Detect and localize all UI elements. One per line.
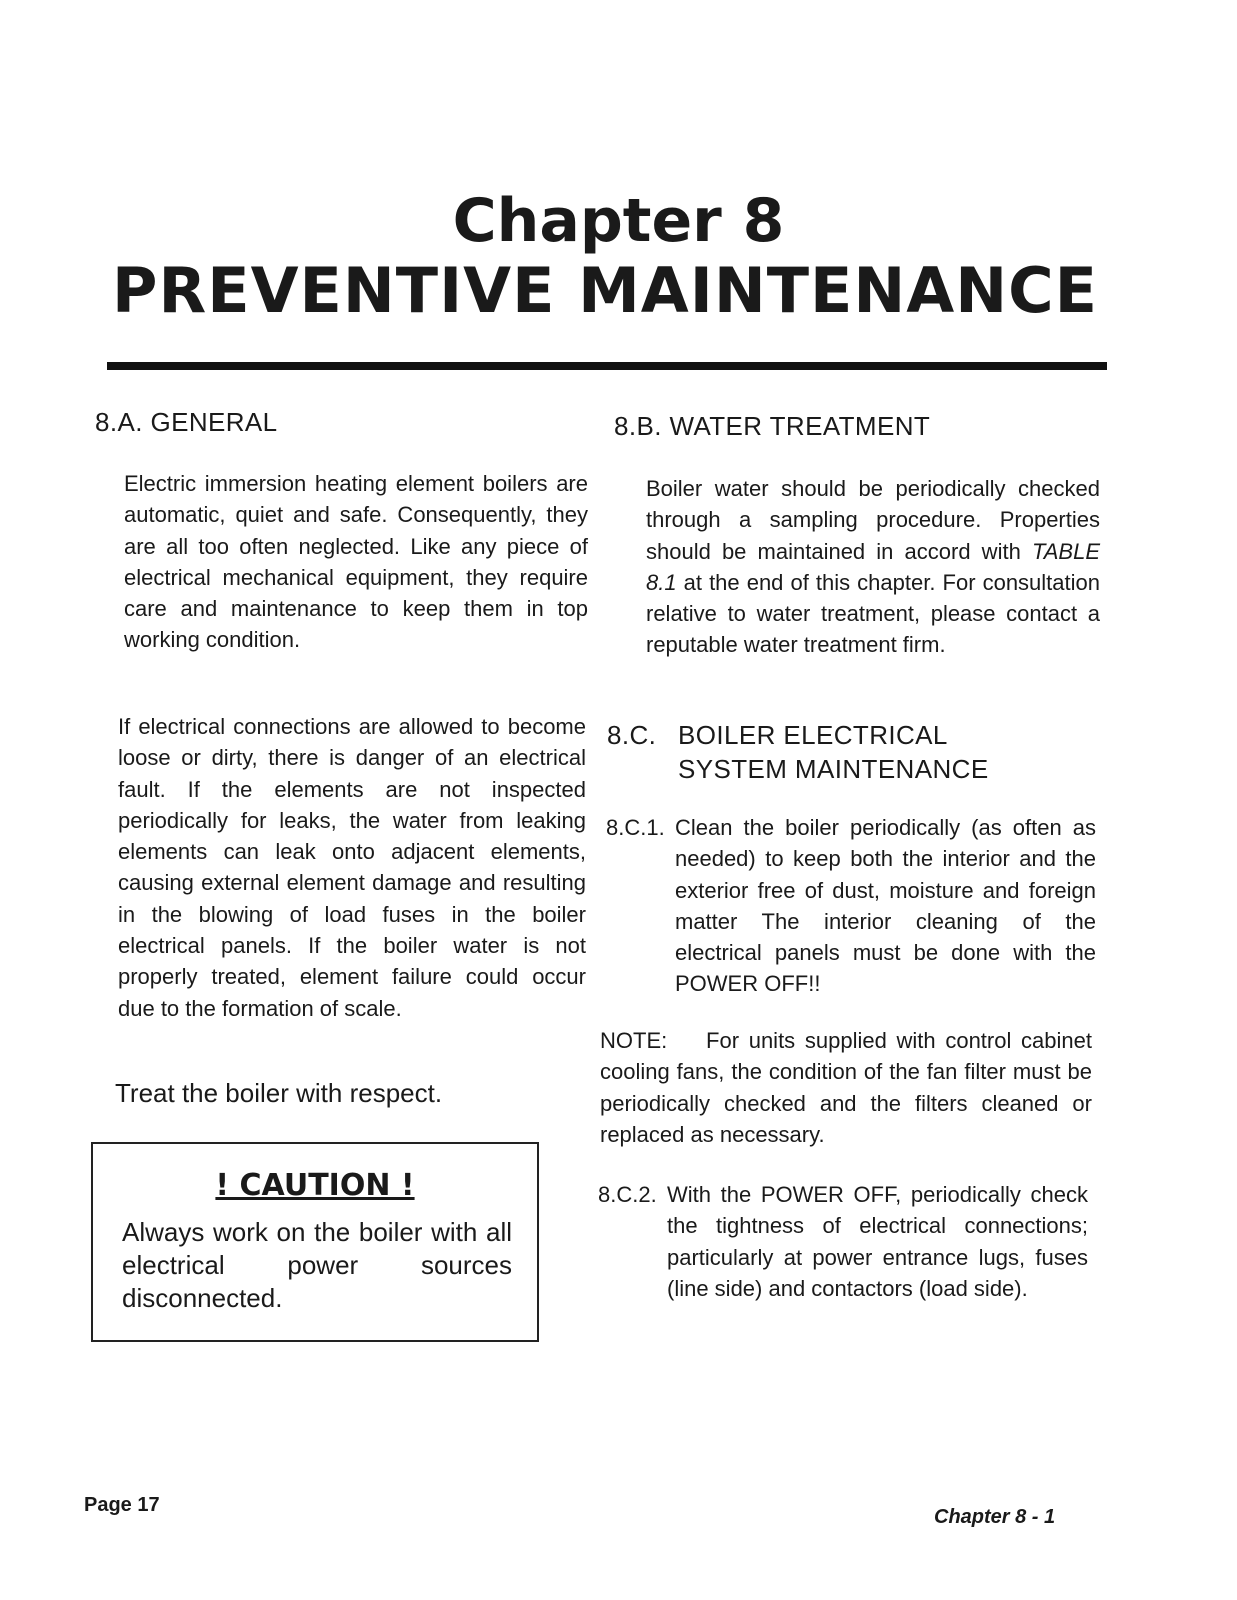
general-paragraph-2: If electrical connections are allowed to become loose or dirty, there is danger of an electrical fault. If the elements are not inspected periodically for leaks, the water from leaking elements can leak onto adjacent elements, causing external element damage and resulting in the blowing of load fuses in the boiler electrical panels. If the boiler water is not properly treated, element failure could occur due to the formation of scale. [118,714,586,1021]
section-water-heading: 8.B. WATER TREATMENT [614,411,931,441]
item-8c2 [598,1179,1088,1304]
item-8c1 [606,812,1096,1000]
caution-text: Always work on the boiler with all electrical power sources disconnected. [122,1217,512,1313]
caution-title: ! CAUTION ! [215,1168,415,1203]
section-electrical-number: 8.C. [607,720,657,750]
page-number-left: Page 17 [84,1494,160,1516]
caution-box [91,1142,539,1342]
chapter-title: PREVENTIVE MAINTENANCE [112,254,1098,327]
table-reference: TABLE 8.1 [646,538,1100,595]
section-electrical-heading-line1: BOILER ELECTRICAL [678,720,948,750]
item-text: With the POWER OFF, periodically check the tightness of electrical connections; particularly at power entrance lugs, fuses (line side) and contactors (load side). [667,1182,1088,1301]
item-number: 8.C.1. [606,815,665,840]
water-paragraph [646,473,1100,661]
section-general-heading: 8.A. GENERAL [95,407,278,437]
water-text-before: Boiler water should be periodically checked through a sampling procedure. Properties should be maintained in accord with [646,476,1100,564]
title-divider [107,362,1107,370]
item-number: 8.C.2. [598,1182,657,1207]
note-text: For units supplied with control cabinet cooling fans, the condition of the fan filter must be periodically checked and the filters cleaned or replaced as necessary. [600,1028,1092,1147]
treat-statement: Treat the boiler with respect. [115,1078,443,1108]
note-label: NOTE: [600,1028,668,1053]
water-text-after: at the end of this chapter. For consultation relative to water treatment, please contact a reputable water treatment firm. [646,569,1100,658]
general-paragraph-1: Electric immersion heating element boilers are automatic, quiet and safe. Consequently, they are all too often neglected. Like any piece of electrical mechanical equipment, they require care and maintenance to keep them in top working condition. [124,471,588,653]
item-text: Clean the boiler periodically (as often as needed) to keep both the interior and the exterior free of dust, moisture and foreign matter The interior cleaning of the electrical panels must be done with the POWER OFF!! [675,815,1096,997]
section-electrical-heading-line2: SYSTEM MAINTENANCE [678,754,989,784]
note-paragraph [600,1025,1092,1150]
page-number-right: Chapter 8 - 1 [934,1506,1056,1528]
chapter-number: Chapter 8 [452,186,785,256]
